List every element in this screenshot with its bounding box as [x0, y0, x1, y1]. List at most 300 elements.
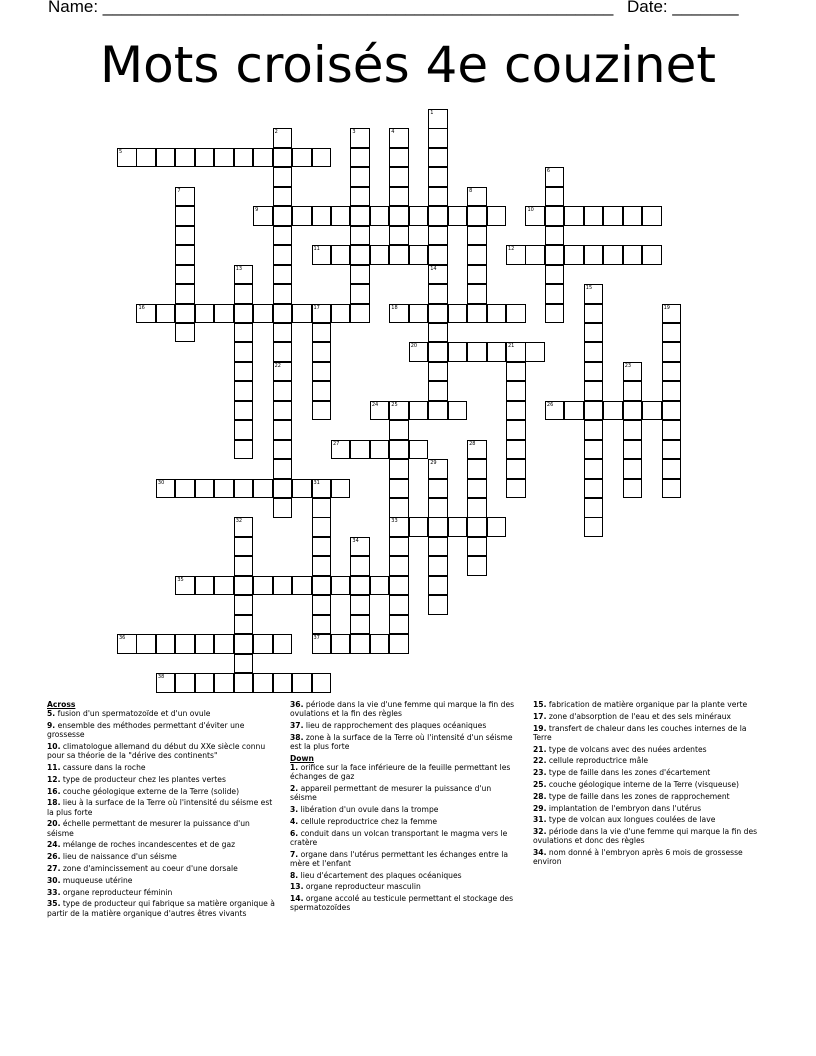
page-title: Mots croisés 4e couzinet: [100, 36, 716, 94]
grid-cell[interactable]: [350, 556, 370, 576]
grid-cell[interactable]: [350, 167, 370, 187]
grid-cell[interactable]: [428, 187, 448, 207]
grid-cell[interactable]: [428, 362, 448, 382]
grid-cell[interactable]: [370, 576, 390, 596]
grid-cell[interactable]: [312, 148, 332, 168]
grid-cell[interactable]: [312, 498, 332, 518]
grid-cell[interactable]: [545, 187, 565, 207]
grid-cell[interactable]: [331, 245, 351, 265]
grid-cell[interactable]: [370, 634, 390, 654]
grid-cell[interactable]: [253, 148, 273, 168]
grid-cell[interactable]: [467, 187, 487, 207]
grid-cell[interactable]: [350, 615, 370, 635]
grid-cell[interactable]: [234, 517, 254, 537]
grid-cell[interactable]: [234, 634, 254, 654]
grid-cell[interactable]: [506, 440, 526, 460]
clue-number: 12: [508, 246, 515, 253]
grid-cell[interactable]: [273, 440, 293, 460]
grid-cell[interactable]: [350, 206, 370, 226]
grid-cell[interactable]: [467, 284, 487, 304]
grid-cell[interactable]: [389, 498, 409, 518]
grid-cell[interactable]: [292, 673, 312, 693]
grid-cell[interactable]: [312, 634, 332, 654]
grid-cell[interactable]: [389, 187, 409, 207]
grid-cell[interactable]: [214, 576, 234, 596]
grid-cell[interactable]: [214, 148, 234, 168]
grid-cell[interactable]: [584, 245, 604, 265]
grid-cell[interactable]: [214, 673, 234, 693]
grid-cell[interactable]: [623, 459, 643, 479]
grid-cell[interactable]: [623, 245, 643, 265]
grid-cell[interactable]: [234, 362, 254, 382]
grid-cell[interactable]: [389, 537, 409, 557]
grid-cell[interactable]: [662, 342, 682, 362]
grid-cell[interactable]: [234, 673, 254, 693]
grid-cell[interactable]: [487, 206, 507, 226]
grid-cell[interactable]: [273, 323, 293, 343]
name-field[interactable]: Name: ______________________________________________________: [48, 0, 614, 16]
grid-cell[interactable]: [623, 401, 643, 421]
clue-across: 9. ensemble des méthodes permettant d'éviter une grossesse: [47, 721, 245, 740]
clue-across: 30. muqueuse utérine: [47, 875, 133, 885]
grid-cell[interactable]: [428, 498, 448, 518]
grid-cell[interactable]: [234, 576, 254, 596]
grid-cell[interactable]: [331, 576, 351, 596]
grid-cell[interactable]: [292, 479, 312, 499]
grid-cell[interactable]: [273, 128, 293, 148]
grid-cell[interactable]: [350, 634, 370, 654]
grid-cell[interactable]: [389, 576, 409, 596]
grid-cell[interactable]: [175, 206, 195, 226]
grid-cell[interactable]: [564, 206, 584, 226]
grid-cell[interactable]: [428, 517, 448, 537]
grid-cell[interactable]: [350, 576, 370, 596]
grid-cell[interactable]: [136, 634, 156, 654]
grid-cell[interactable]: [584, 206, 604, 226]
grid-cell[interactable]: [623, 440, 643, 460]
grid-cell[interactable]: [428, 323, 448, 343]
grid-cell[interactable]: [662, 440, 682, 460]
grid-cell[interactable]: [292, 148, 312, 168]
grid-cell[interactable]: [467, 517, 487, 537]
grid-cell[interactable]: [117, 148, 137, 168]
grid-cell[interactable]: [662, 420, 682, 440]
grid-cell[interactable]: [156, 148, 176, 168]
grid-cell[interactable]: [623, 206, 643, 226]
grid-cell[interactable]: [312, 323, 332, 343]
grid-cell[interactable]: [584, 498, 604, 518]
grid-cell[interactable]: [525, 245, 545, 265]
grid-cell[interactable]: [331, 304, 351, 324]
grid-cell[interactable]: [234, 323, 254, 343]
grid-cell[interactable]: [234, 381, 254, 401]
grid-cell[interactable]: [273, 576, 293, 596]
grid-cell[interactable]: [428, 342, 448, 362]
clue-across: 18. lieu à la surface de la Terre où l'intensité du séisme est la plus forte: [47, 798, 273, 817]
grid-cell[interactable]: [312, 304, 332, 324]
grid-cell[interactable]: [253, 304, 273, 324]
grid-cell[interactable]: [409, 206, 429, 226]
grid-cell[interactable]: [584, 323, 604, 343]
grid-cell[interactable]: [428, 537, 448, 557]
grid-cell[interactable]: [545, 245, 565, 265]
grid-cell[interactable]: [214, 634, 234, 654]
grid-cell[interactable]: [467, 440, 487, 460]
grid-cell[interactable]: [273, 634, 293, 654]
grid-cell[interactable]: [389, 615, 409, 635]
grid-cell[interactable]: [467, 206, 487, 226]
grid-cell[interactable]: [234, 420, 254, 440]
grid-cell[interactable]: [175, 284, 195, 304]
grid-cell[interactable]: [448, 206, 468, 226]
grid-cell[interactable]: [175, 245, 195, 265]
grid-cell[interactable]: [156, 634, 176, 654]
grid-cell[interactable]: [370, 245, 390, 265]
grid-cell[interactable]: [662, 381, 682, 401]
grid-cell[interactable]: [195, 479, 215, 499]
grid-cell[interactable]: [545, 265, 565, 285]
grid-cell[interactable]: [234, 537, 254, 557]
grid-cell[interactable]: [175, 576, 195, 596]
grid-cell[interactable]: [467, 245, 487, 265]
grid-cell[interactable]: [545, 226, 565, 246]
grid-cell[interactable]: [331, 634, 351, 654]
grid-cell[interactable]: [623, 420, 643, 440]
grid-cell[interactable]: [136, 148, 156, 168]
grid-cell[interactable]: [273, 498, 293, 518]
grid-cell[interactable]: [273, 265, 293, 285]
grid-cell[interactable]: [273, 206, 293, 226]
grid-cell[interactable]: [389, 440, 409, 460]
grid-cell[interactable]: [273, 479, 293, 499]
grid-cell[interactable]: [117, 634, 137, 654]
grid-cell[interactable]: [428, 245, 448, 265]
grid-cell[interactable]: [350, 265, 370, 285]
grid-cell[interactable]: [292, 304, 312, 324]
grid-cell[interactable]: [584, 440, 604, 460]
grid-cell[interactable]: [506, 245, 526, 265]
grid-cell[interactable]: [506, 420, 526, 440]
grid-cell[interactable]: [175, 148, 195, 168]
grid-cell[interactable]: [175, 634, 195, 654]
grid-cell[interactable]: [234, 342, 254, 362]
grid-cell[interactable]: [428, 595, 448, 615]
grid-cell[interactable]: [584, 342, 604, 362]
clue-number: 4: [391, 129, 395, 136]
grid-cell[interactable]: [409, 517, 429, 537]
grid-cell[interactable]: [273, 148, 293, 168]
clue-column-2: [290, 700, 520, 915]
grid-cell[interactable]: [623, 479, 643, 499]
grid-cell[interactable]: [312, 517, 332, 537]
grid-cell[interactable]: [312, 362, 332, 382]
grid-cell[interactable]: [428, 576, 448, 596]
grid-cell[interactable]: [195, 634, 215, 654]
grid-cell[interactable]: [389, 226, 409, 246]
grid-cell[interactable]: [603, 245, 623, 265]
grid-cell[interactable]: [545, 401, 565, 421]
grid-cell[interactable]: [564, 245, 584, 265]
grid-cell[interactable]: [506, 304, 526, 324]
grid-cell[interactable]: [389, 206, 409, 226]
grid-cell[interactable]: [370, 206, 390, 226]
grid-cell[interactable]: [467, 342, 487, 362]
grid-cell[interactable]: [273, 342, 293, 362]
grid-cell[interactable]: [292, 576, 312, 596]
grid-cell[interactable]: [350, 304, 370, 324]
grid-cell[interactable]: [292, 206, 312, 226]
grid-cell[interactable]: [253, 479, 273, 499]
grid-cell[interactable]: [409, 440, 429, 460]
grid-cell[interactable]: [642, 245, 662, 265]
grid-cell[interactable]: [662, 479, 682, 499]
grid-cell[interactable]: [175, 323, 195, 343]
grid-cell[interactable]: [448, 517, 468, 537]
grid-cell[interactable]: [448, 401, 468, 421]
grid-cell[interactable]: [312, 381, 332, 401]
grid-cell[interactable]: [428, 556, 448, 576]
grid-cell[interactable]: [467, 304, 487, 324]
grid-cell[interactable]: [389, 517, 409, 537]
grid-cell[interactable]: [273, 187, 293, 207]
grid-cell[interactable]: [389, 304, 409, 324]
grid-cell[interactable]: [662, 459, 682, 479]
grid-cell[interactable]: [312, 206, 332, 226]
clue-number: 14: [430, 265, 437, 272]
grid-cell[interactable]: [584, 401, 604, 421]
grid-cell[interactable]: [428, 479, 448, 499]
grid-cell[interactable]: [312, 342, 332, 362]
grid-cell[interactable]: [350, 128, 370, 148]
grid-cell[interactable]: [156, 673, 176, 693]
grid-cell[interactable]: [467, 459, 487, 479]
grid-cell[interactable]: [312, 401, 332, 421]
grid-cell[interactable]: [331, 206, 351, 226]
grid-cell[interactable]: [370, 440, 390, 460]
grid-cell[interactable]: [545, 284, 565, 304]
grid-cell[interactable]: [409, 342, 429, 362]
grid-cell[interactable]: [253, 634, 273, 654]
grid-cell[interactable]: [584, 304, 604, 324]
grid-cell[interactable]: [662, 362, 682, 382]
grid-cell[interactable]: [389, 245, 409, 265]
grid-cell[interactable]: [253, 576, 273, 596]
grid-cell[interactable]: [195, 148, 215, 168]
grid-cell[interactable]: [428, 128, 448, 148]
grid-cell[interactable]: [195, 304, 215, 324]
grid-cell[interactable]: [156, 479, 176, 499]
grid-cell[interactable]: [389, 148, 409, 168]
grid-cell[interactable]: [175, 187, 195, 207]
grid-cell[interactable]: [428, 148, 448, 168]
grid-cell[interactable]: [234, 440, 254, 460]
grid-cell[interactable]: [584, 381, 604, 401]
grid-cell[interactable]: [487, 517, 507, 537]
clue-number: 18: [391, 304, 398, 311]
grid-cell[interactable]: [312, 673, 332, 693]
grid-cell[interactable]: [175, 304, 195, 324]
grid-cell[interactable]: [662, 323, 682, 343]
grid-cell[interactable]: [389, 128, 409, 148]
grid-cell[interactable]: [273, 420, 293, 440]
clue-across: 26. lieu de naissance d'un séisme: [47, 852, 177, 862]
grid-cell[interactable]: [623, 362, 643, 382]
clue-column-1: [47, 700, 277, 920]
grid-cell[interactable]: [195, 673, 215, 693]
date-field[interactable]: Date: _______: [627, 0, 739, 16]
grid-cell[interactable]: [584, 517, 604, 537]
grid-cell[interactable]: [603, 401, 623, 421]
grid-cell[interactable]: [273, 226, 293, 246]
grid-cell[interactable]: [234, 284, 254, 304]
grid-cell[interactable]: [312, 615, 332, 635]
grid-cell[interactable]: [642, 401, 662, 421]
grid-cell[interactable]: [175, 479, 195, 499]
grid-cell[interactable]: [389, 479, 409, 499]
grid-cell[interactable]: [350, 440, 370, 460]
grid-cell[interactable]: [409, 245, 429, 265]
grid-cell[interactable]: [428, 265, 448, 285]
grid-cell[interactable]: [350, 595, 370, 615]
grid-cell[interactable]: [506, 459, 526, 479]
grid-cell[interactable]: [487, 304, 507, 324]
grid-cell[interactable]: [428, 459, 448, 479]
grid-cell[interactable]: [525, 206, 545, 226]
grid-cell[interactable]: [312, 245, 332, 265]
grid-cell[interactable]: [467, 537, 487, 557]
grid-cell[interactable]: [506, 362, 526, 382]
grid-cell[interactable]: [428, 304, 448, 324]
clue-number: 25: [391, 401, 398, 408]
grid-cell[interactable]: [350, 187, 370, 207]
grid-cell[interactable]: [603, 206, 623, 226]
clue-number: 28: [469, 440, 476, 447]
grid-cell[interactable]: [428, 167, 448, 187]
grid-cell[interactable]: [273, 304, 293, 324]
grid-cell[interactable]: [564, 401, 584, 421]
grid-cell[interactable]: [389, 556, 409, 576]
grid-cell[interactable]: [448, 342, 468, 362]
grid-cell[interactable]: [389, 420, 409, 440]
grid-cell[interactable]: [273, 381, 293, 401]
grid-cell[interactable]: [253, 673, 273, 693]
grid-cell[interactable]: [234, 265, 254, 285]
grid-cell[interactable]: [506, 381, 526, 401]
grid-cell[interactable]: [175, 673, 195, 693]
grid-cell[interactable]: [409, 304, 429, 324]
grid-cell[interactable]: [350, 245, 370, 265]
grid-cell[interactable]: [273, 459, 293, 479]
grid-cell[interactable]: [662, 304, 682, 324]
grid-cell[interactable]: [273, 284, 293, 304]
grid-cell[interactable]: [467, 265, 487, 285]
grid-cell[interactable]: [584, 459, 604, 479]
grid-cell[interactable]: [350, 284, 370, 304]
grid-cell[interactable]: [487, 342, 507, 362]
grid-cell[interactable]: [545, 206, 565, 226]
grid-cell[interactable]: [312, 556, 332, 576]
grid-cell[interactable]: [195, 576, 215, 596]
grid-cell[interactable]: [331, 479, 351, 499]
grid-cell[interactable]: [234, 556, 254, 576]
clue-across: 16. couche géologique externe de la Terre (solide): [47, 786, 240, 796]
grid-cell[interactable]: [448, 304, 468, 324]
grid-cell[interactable]: [545, 304, 565, 324]
grid-cell[interactable]: [312, 576, 332, 596]
grid-cell[interactable]: [234, 401, 254, 421]
grid-cell[interactable]: [428, 109, 448, 129]
grid-cell[interactable]: [584, 420, 604, 440]
grid-cell[interactable]: [370, 401, 390, 421]
grid-cell[interactable]: [389, 634, 409, 654]
grid-cell[interactable]: [214, 479, 234, 499]
grid-cell[interactable]: [156, 304, 176, 324]
grid-cell[interactable]: [389, 167, 409, 187]
grid-cell[interactable]: [312, 537, 332, 557]
grid-cell[interactable]: [312, 595, 332, 615]
grid-cell[interactable]: [273, 362, 293, 382]
grid-cell[interactable]: [525, 342, 545, 362]
grid-cell[interactable]: [428, 226, 448, 246]
grid-cell[interactable]: [389, 595, 409, 615]
grid-cell[interactable]: [506, 401, 526, 421]
grid-cell[interactable]: [136, 304, 156, 324]
grid-cell[interactable]: [234, 615, 254, 635]
grid-cell[interactable]: [467, 498, 487, 518]
grid-cell[interactable]: [273, 401, 293, 421]
grid-cell[interactable]: [467, 479, 487, 499]
grid-cell[interactable]: [584, 362, 604, 382]
grid-cell[interactable]: [273, 245, 293, 265]
grid-cell[interactable]: [428, 284, 448, 304]
grid-cell[interactable]: [175, 226, 195, 246]
grid-cell[interactable]: [584, 284, 604, 304]
grid-cell[interactable]: [253, 206, 273, 226]
grid-cell[interactable]: [506, 342, 526, 362]
grid-cell[interactable]: [428, 401, 448, 421]
grid-cell[interactable]: [467, 556, 487, 576]
grid-cell[interactable]: [234, 595, 254, 615]
grid-cell[interactable]: [428, 381, 448, 401]
grid-cell[interactable]: [273, 167, 293, 187]
grid-cell[interactable]: [350, 148, 370, 168]
grid-cell[interactable]: [642, 206, 662, 226]
grid-cell[interactable]: [234, 479, 254, 499]
grid-cell[interactable]: [234, 654, 254, 674]
clue-down: 8. lieu d'écartement des plaques océaniques: [290, 870, 462, 880]
grid-cell[interactable]: [175, 265, 195, 285]
grid-cell[interactable]: [506, 479, 526, 499]
grid-cell[interactable]: [234, 304, 254, 324]
grid-cell[interactable]: [214, 304, 234, 324]
grid-cell[interactable]: [584, 479, 604, 499]
grid-cell[interactable]: [409, 401, 429, 421]
grid-cell[interactable]: [350, 226, 370, 246]
grid-cell[interactable]: [389, 401, 409, 421]
grid-cell[interactable]: [312, 479, 332, 499]
grid-cell[interactable]: [273, 673, 293, 693]
grid-cell[interactable]: [428, 206, 448, 226]
grid-cell[interactable]: [545, 167, 565, 187]
grid-cell[interactable]: [389, 459, 409, 479]
clue-across: 10. climatologue allemand du début du XXe siècle connu pour sa théorie de la "dérive des continents": [47, 742, 266, 761]
grid-cell[interactable]: [467, 226, 487, 246]
grid-cell[interactable]: [331, 440, 351, 460]
grid-cell[interactable]: [350, 537, 370, 557]
grid-cell[interactable]: [234, 148, 254, 168]
grid-cell[interactable]: [662, 401, 682, 421]
grid-cell[interactable]: [623, 381, 643, 401]
